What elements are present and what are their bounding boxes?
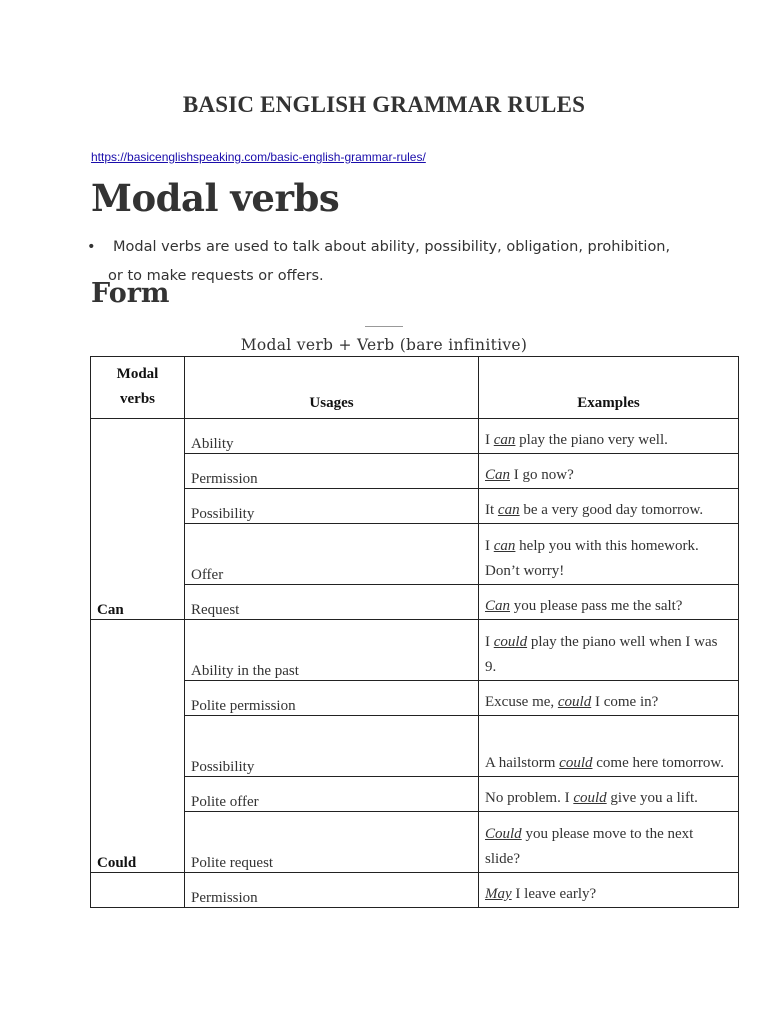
example-text-pre: No problem. I [485, 790, 574, 806]
example-modal-word: could [557, 694, 592, 710]
example-cell [479, 419, 739, 454]
source-link[interactable]: https://basicenglishspeaking.com/basic-english-grammar-rules/ [91, 150, 426, 164]
bullet-text-line2: or to make requests or offers. [108, 268, 324, 284]
modal-verb-cell: Can [91, 419, 185, 620]
table-row [91, 873, 739, 908]
table-row [91, 489, 739, 524]
form-heading: Form [91, 278, 170, 309]
example-cell [479, 812, 739, 873]
example-text-pre: Excuse me, [485, 694, 558, 710]
example-cell [479, 777, 739, 812]
header-modal-line2: verbs [120, 391, 155, 407]
table-row [91, 812, 739, 873]
bullet-dot: • [87, 239, 96, 255]
modal-verb-cell: Could [91, 620, 185, 873]
example-modal-word: can [493, 432, 516, 448]
example-text-post: you please move to the next slide? [485, 826, 694, 867]
form-formula: Modal verb + Verb (bare infinitive) [240, 336, 528, 354]
example-modal-word: could [493, 634, 528, 650]
page-title: BASIC ENGLISH GRAMMAR RULES [182, 92, 586, 117]
example-text-post: give you a lift. [606, 790, 698, 806]
example-modal-word: can [493, 538, 516, 554]
usage-cell: Polite request [185, 812, 479, 873]
table-row [91, 419, 739, 454]
example-cell [479, 620, 739, 681]
modal-verbs-table [90, 356, 739, 908]
example-cell [479, 716, 739, 777]
example-text-pre: It [485, 502, 498, 518]
header-examples: Examples [479, 357, 739, 419]
table-body [91, 419, 739, 908]
example-modal-word: could [573, 790, 607, 806]
header-modal-line1: Modal [116, 366, 159, 382]
example-modal-word: could [559, 755, 593, 771]
example-text-post: I leave early? [511, 886, 597, 902]
example-cell [479, 524, 739, 585]
table-row [91, 681, 739, 716]
table-row [91, 777, 739, 812]
table-row [91, 524, 739, 585]
example-modal-word: can [497, 502, 520, 518]
header-modal-verbs [91, 357, 185, 419]
example-modal-word: Can [485, 598, 511, 614]
usage-cell: Polite permission [185, 681, 479, 716]
divider [365, 326, 403, 327]
usage-cell: Request [185, 585, 479, 620]
example-text-post: help you with this homework. Don’t worry! [485, 538, 699, 579]
example-cell [479, 489, 739, 524]
example-cell [479, 454, 739, 489]
example-text-post: play the piano well when I was 9. [485, 634, 718, 675]
example-text-post: be a very good day tomorrow. [519, 502, 704, 518]
example-cell [479, 585, 739, 620]
header-usages: Usages [185, 357, 479, 419]
usage-cell: Permission [185, 454, 479, 489]
section-heading: Modal verbs [91, 176, 340, 220]
usage-cell: Offer [185, 524, 479, 585]
table-row [91, 716, 739, 777]
table-row [91, 620, 739, 681]
example-modal-word: May [485, 886, 512, 902]
table-row [91, 585, 739, 620]
bullet-text-line1: Modal verbs are used to talk about ability, possibility, obligation, prohibition, [113, 239, 671, 255]
example-text-pre: I [485, 432, 494, 448]
example-text-post: you please pass me the salt? [510, 598, 683, 614]
example-modal-word: Could [485, 826, 522, 842]
example-text-post: I come in? [591, 694, 659, 710]
example-text-post: I go now? [510, 467, 574, 483]
usage-cell: Possibility [185, 489, 479, 524]
example-cell [479, 873, 739, 908]
usage-cell: Permission [185, 873, 479, 908]
modal-verb-cell [91, 873, 185, 908]
usage-cell: Ability in the past [185, 620, 479, 681]
example-text-post: come here tomorrow. [592, 755, 724, 771]
usage-cell: Ability [185, 419, 479, 454]
table-header-row [91, 357, 739, 419]
example-modal-word: Can [485, 467, 511, 483]
table-row [91, 454, 739, 489]
example-cell [479, 681, 739, 716]
example-text-post: play the piano very well. [515, 432, 668, 448]
usage-cell: Possibility [185, 716, 479, 777]
example-text-pre: I [485, 538, 494, 554]
example-text-pre: I [485, 634, 494, 650]
example-text-pre: A hailstorm [485, 755, 560, 771]
usage-cell: Polite offer [185, 777, 479, 812]
